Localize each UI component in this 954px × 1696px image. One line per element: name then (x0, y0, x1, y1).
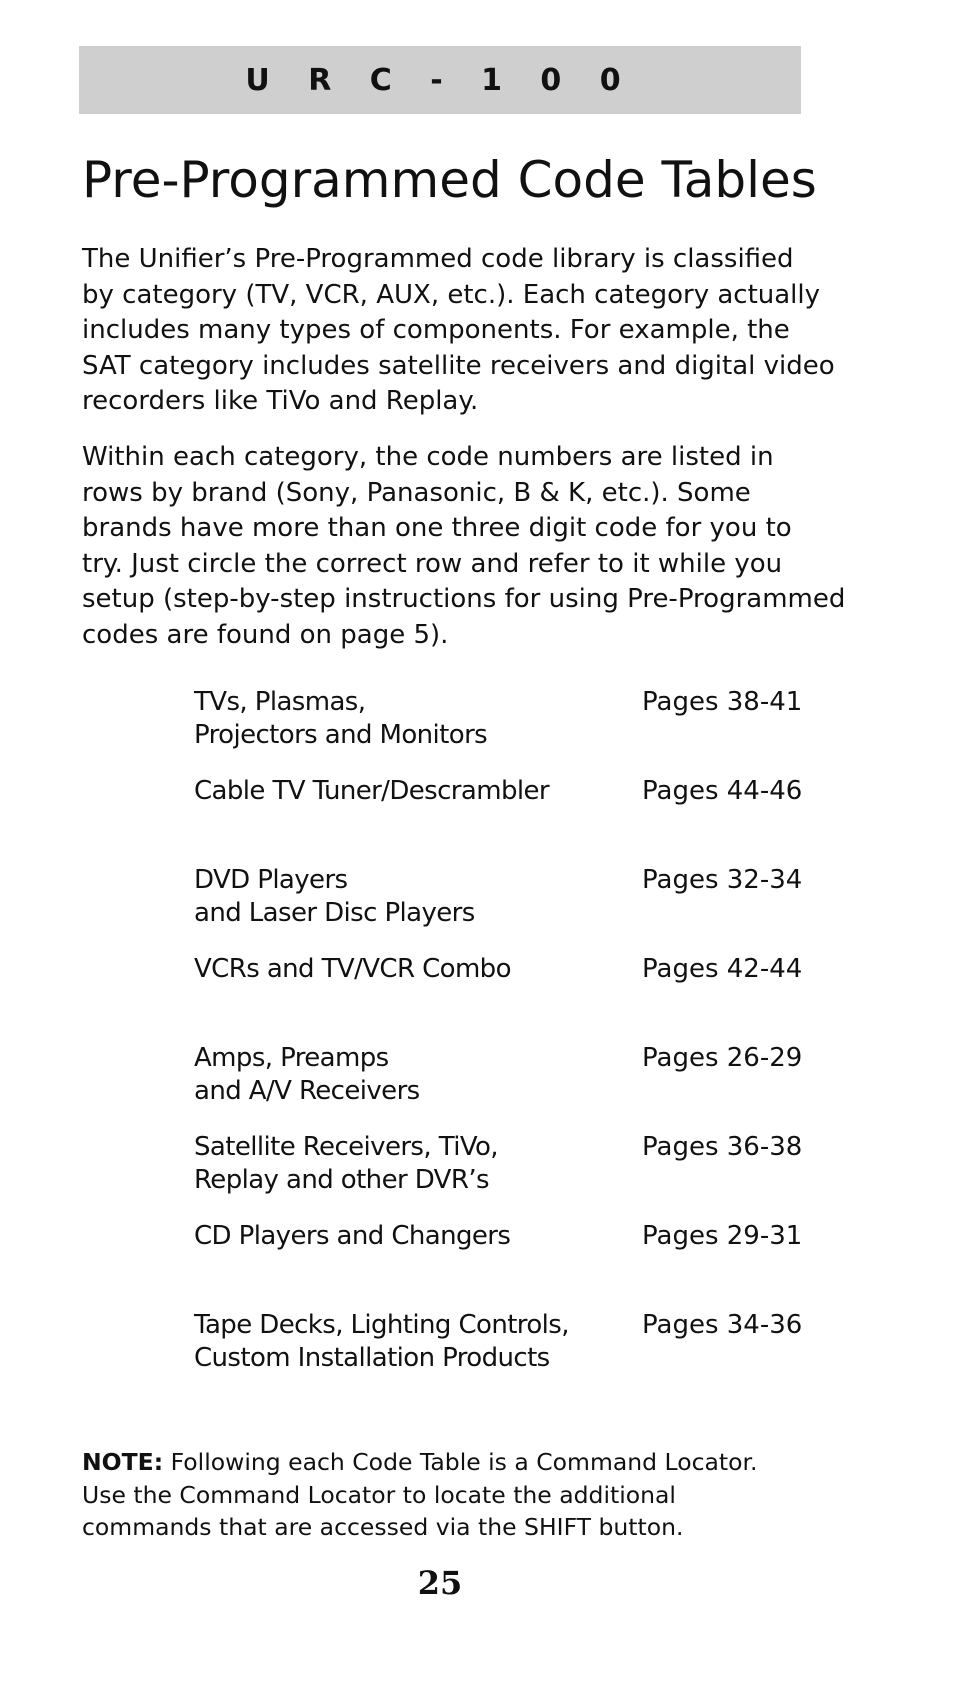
category-line: Satellite Receivers, TiVo, (194, 1132, 498, 1162)
note-text: Following each Code Table is a Command Locator. (163, 1448, 758, 1476)
model-name: U R C - 1 0 0 (245, 62, 635, 98)
code-table-row (194, 775, 814, 864)
paragraph-line: Within each category, the code numbers are listed in (82, 442, 774, 472)
note-block (82, 1446, 842, 1544)
category-line: Cable TV Tuner/Descrambler (194, 776, 549, 806)
paragraph-line: SAT category includes satellite receivers and digital video (82, 350, 835, 381)
paragraph-line: recorders like TiVo and Replay. (82, 386, 479, 417)
category-line: and A/V Receivers (194, 1076, 420, 1106)
category-line: Projectors and Monitors (194, 720, 488, 750)
code-table-row (194, 953, 814, 1042)
paragraph-line: codes are found on page 5). (82, 619, 449, 650)
category-line: Amps, Preamps (194, 1043, 389, 1073)
note-line (82, 1446, 842, 1479)
paragraph-line: includes many types of components. For example, the (82, 315, 790, 346)
category-line: Custom Installation Products (194, 1343, 550, 1373)
paragraph-line: by category (TV, VCR, AUX, etc.). Each category actually (82, 279, 821, 310)
paragraph-line: brands have more than one three digit code for you to (82, 513, 792, 544)
note-line: commands that are accessed via the SHIFT button. (82, 1513, 684, 1541)
code-table-pages: Pages 38-41 (642, 687, 803, 717)
header-band (79, 46, 801, 114)
code-table-pages: Pages 32-34 (642, 865, 803, 895)
code-table-category (194, 953, 511, 986)
code-table-pages: Pages 36-38 (642, 1132, 803, 1162)
note-label: NOTE: (82, 1448, 164, 1476)
code-table-row (194, 1042, 814, 1131)
category-line: Tape Decks, Lighting Controls, (194, 1310, 569, 1340)
code-table-pages: Pages 42-44 (642, 954, 803, 984)
code-table-category (194, 686, 487, 752)
code-table-category (194, 775, 549, 808)
paragraph-line: try. Just circle the correct row and refer to it while you (82, 548, 783, 579)
paragraph-line: setup (step-by-step instructions for using Pre-Programmed (82, 584, 846, 615)
code-table-pages: Pages 34-36 (642, 1310, 803, 1340)
category-line: DVD Players (194, 865, 348, 895)
category-line: Replay and other DVR’s (194, 1165, 489, 1195)
category-line: and Laser Disc Players (194, 898, 475, 928)
category-line: TVs, Plasmas, (194, 687, 366, 717)
page-title: Pre-Programmed Code Tables (82, 151, 817, 209)
category-line: VCRs and TV/VCR Combo (194, 954, 511, 984)
code-table-row (194, 1220, 814, 1309)
page-number: 25 (417, 1564, 463, 1602)
code-table-row (194, 686, 814, 775)
code-table-index (194, 686, 814, 1398)
code-table-category (194, 1131, 498, 1197)
category-line: CD Players and Changers (194, 1221, 511, 1251)
code-table-pages: Pages 44-46 (642, 776, 803, 806)
code-table-row (194, 864, 814, 953)
note-line: Use the Command Locator to locate the additional (82, 1480, 676, 1509)
code-table-category (194, 864, 475, 930)
code-table-row (194, 1309, 814, 1398)
paragraph-line: rows by brand (Sony, Panasonic, B & K, etc.). Some (82, 477, 751, 508)
code-table-category (194, 1042, 420, 1108)
code-table-row (194, 1131, 814, 1220)
intro-paragraph (82, 242, 835, 420)
code-table-pages: Pages 29-31 (642, 1221, 803, 1251)
category-paragraph (82, 440, 846, 654)
code-table-category (194, 1220, 510, 1253)
code-table-pages: Pages 26-29 (642, 1043, 803, 1073)
code-table-category (194, 1309, 569, 1375)
paragraph-line: The Unifier’s Pre-Programmed code library is classified (82, 244, 794, 274)
